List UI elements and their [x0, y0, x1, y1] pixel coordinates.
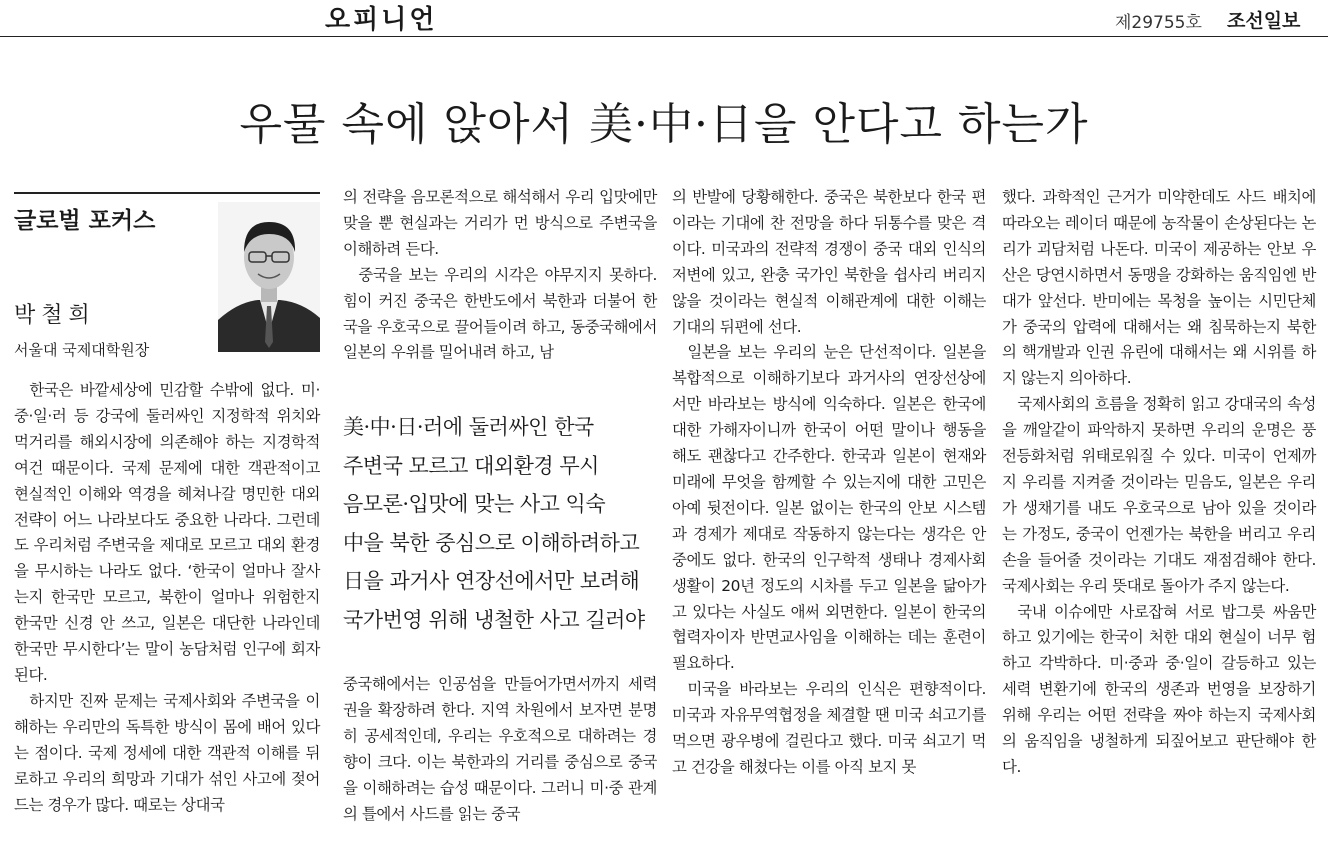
body-column-4	[1002, 185, 1316, 781]
paragraph: 한국은 바깥세상에 민감할 수밖에 없다. 미·중·일·러 등 강국에 둘러싸인 지정학적 위치와 먹거리를 해외시장에 의존해야 하는 지경학적 여건 때문이다. 국제 문제에 대한 객관적이고 현실적인 이해와 역경을 헤쳐나갈 명민한 대외 전략이 어느 나라보다도 중요한 나라다. 그런데도 우리처럼 주변국을 제대로 모르고 대외 환경을 무시하는 나라도 없다. ‘한국이 얼마나 잘사는지 한국만 모르고, 북한이 얼마나 위험한지 한국만 신경 안 쓰고, 일본은 대단한 나라인데 한국만 무시한다’는 말이 농담처럼 인구에 회자된다.	[14, 381, 320, 684]
body-column-2-top	[343, 185, 657, 366]
paragraph: 하지만 진짜 문제는 국제사회와 주변국을 이해하는 우리만의 독특한 방식이 몸에 배어 있다는 점이다. 국제 정세에 대한 객관적 이해를 뒤로하고 우리의 희망과 기대가 섞인 사고에 젖어드는 경우가 많다. 때로는 상대국	[14, 691, 320, 814]
paragraph: 미국을 바라보는 우리의 인식은 편향적이다. 미국과 자유무역협정을 체결할 땐 미국 쇠고기를 먹으면 광우병에 걸린다고 했다. 미국 쇠고기 먹고 건강을 해쳤다는 이를 아직 보지 못	[672, 680, 986, 776]
paragraph: 일본을 보는 우리의 눈은 단선적이다. 일본을 복합적으로 이해하기보다 과거사의 연장선상에서만 바라보는 방식에 익숙하다. 일본은 한국에 대한 가해자이니까 한국이 어떤 말이나 행동을 해도 괜찮다고 간주한다. 한국과 일본이 현재와 미래에 무엇을 함께할 수 있는지에 대한 고민은 아예 뒷전이다. 일본 없이는 한국의 안보 시스템과 경제가 제대로 작동하지 않는다는 생각은 안중에도 없다. 한국의 인구학적 생태나 경제사회생활이 20년 정도의 시차를 두고 일본을 닮아가고 있다는 사실도 애써 외면한다. 일본이 한국의 협력자이자 반면교사임을 이해하는 데는 훈련이 필요하다.	[672, 343, 986, 673]
paragraph: 했다. 과학적인 근거가 미약한데도 사드 배치에 따라오는 레이더 때문에 농작물이 손상된다는 논리가 괴담처럼 나돈다. 미국이 제공하는 안보 우산은 당연시하면서 동맹을 강화하는 움직임엔 반대가 앞선다. 반미에는 목청을 높이는 시민단체가 중국의 압력에 대해서는 왜 침묵하는지 북한의 핵개발과 인권 유린에 대해서는 왜 시위를 하지 않는지 의아하다.	[1002, 188, 1316, 388]
paragraph: 국제사회의 흐름을 정확히 읽고 강대국의 속성을 깨알같이 파악하지 못하면 우리의 운명은 풍전등화처럼 위태로워질 수 있다. 미국이 언제까지 우리를 지켜줄 것이라는 믿음도, 일본은 우리가 생채기를 내도 우호국으로 남아 있을 것이라는 가정도, 중국이 언젠가는 북한을 버리고 우리 손을 들어줄 것이라는 기대도 재점검해야 한다. 국제사회는 우리 뜻대로 돌아가 주지 않는다.	[1002, 395, 1316, 595]
paragraph: 의 반발에 당황해한다. 중국은 북한보다 한국 편이라는 기대에 찬 전망을 하다 뒤통수를 맞은 격이다. 미국과의 전략적 경쟁이 중국 대외 인식의 저변에 있고, 완충 국가인 북한을 쉽사리 버리지 않을 것이라는 현실적 이해관계에 대한 이해는 기대의 뒤편에 선다.	[672, 188, 986, 336]
column-title: 글로벌 포커스	[14, 208, 156, 234]
page-header	[0, 0, 1328, 37]
pull-quote-line: 국가번영 위해 냉철한 사고 길러야	[343, 607, 645, 632]
paragraph: 중국해에서는 인공섬을 만들어가면서까지 세력권을 확장하려 한다. 지역 차원에서 보자면 분명히 공세적인데, 우리는 우호적으로 대하려는 경향이 크다. 이는 북한과의 거리를 중심으로 중국을 이해하려는 습성 때문이다. 그러니 미·중 관계의 틀에서 사드를 읽는 중국	[343, 675, 657, 823]
body-column-3	[672, 185, 986, 781]
pull-quote-line: 음모론·입맛에 맞는 사고 익숙	[343, 492, 606, 517]
issue-number: 제29755호	[1115, 13, 1202, 33]
author-name: 박철희	[14, 303, 96, 328]
paragraph: 국내 이슈에만 사로잡혀 서로 밥그릇 싸움만 하고 있기에는 한국이 처한 대외 현실이 너무 험하고 각박하다. 미·중과 중·일이 갈등하고 있는 세력 변환기에 한국의 생존과 번영을 보장하기 위해 우리는 어떤 전략을 짜야 하는지 국제사회의 움직임을 냉철하게 되짚어보고 판단해야 한다.	[1002, 602, 1316, 776]
author-photo	[218, 202, 320, 352]
article-headline: 우물 속에 앉아서 美·中·日을 안다고 하는가	[239, 99, 1089, 150]
newspaper-name: 조선일보	[1227, 10, 1301, 32]
author-affiliation: 서울대 국제대학원장	[14, 341, 150, 359]
pull-quote-line: 日을 과거사 연장선에서만 보려해	[343, 569, 640, 594]
section-title: 오피니언	[325, 5, 438, 35]
pull-quote	[343, 408, 657, 640]
pull-quote-line: 주변국 모르고 대외환경 무시	[343, 453, 599, 478]
pull-quote-line: 中을 북한 중심으로 이해하려하고	[343, 530, 640, 555]
byline-box	[14, 192, 320, 362]
body-column-1	[14, 378, 320, 818]
body-column-2-bottom	[343, 672, 657, 827]
paragraph: 의 전략을 음모론적으로 해석해서 우리 입맛에만 맞을 뿐 현실과는 거리가 먼 방식으로 주변국을 이해하려 든다.	[343, 188, 657, 258]
pull-quote-line: 美·中·日·러에 둘러싸인 한국	[343, 415, 594, 439]
paragraph: 중국을 보는 우리의 시각은 야무지지 못하다. 힘이 커진 중국은 한반도에서 북한과 더불어 한국을 우호국으로 끌어들이려 하고, 동중국해에서 일본의 우위를 밀어내려 하고, 남	[343, 265, 657, 362]
